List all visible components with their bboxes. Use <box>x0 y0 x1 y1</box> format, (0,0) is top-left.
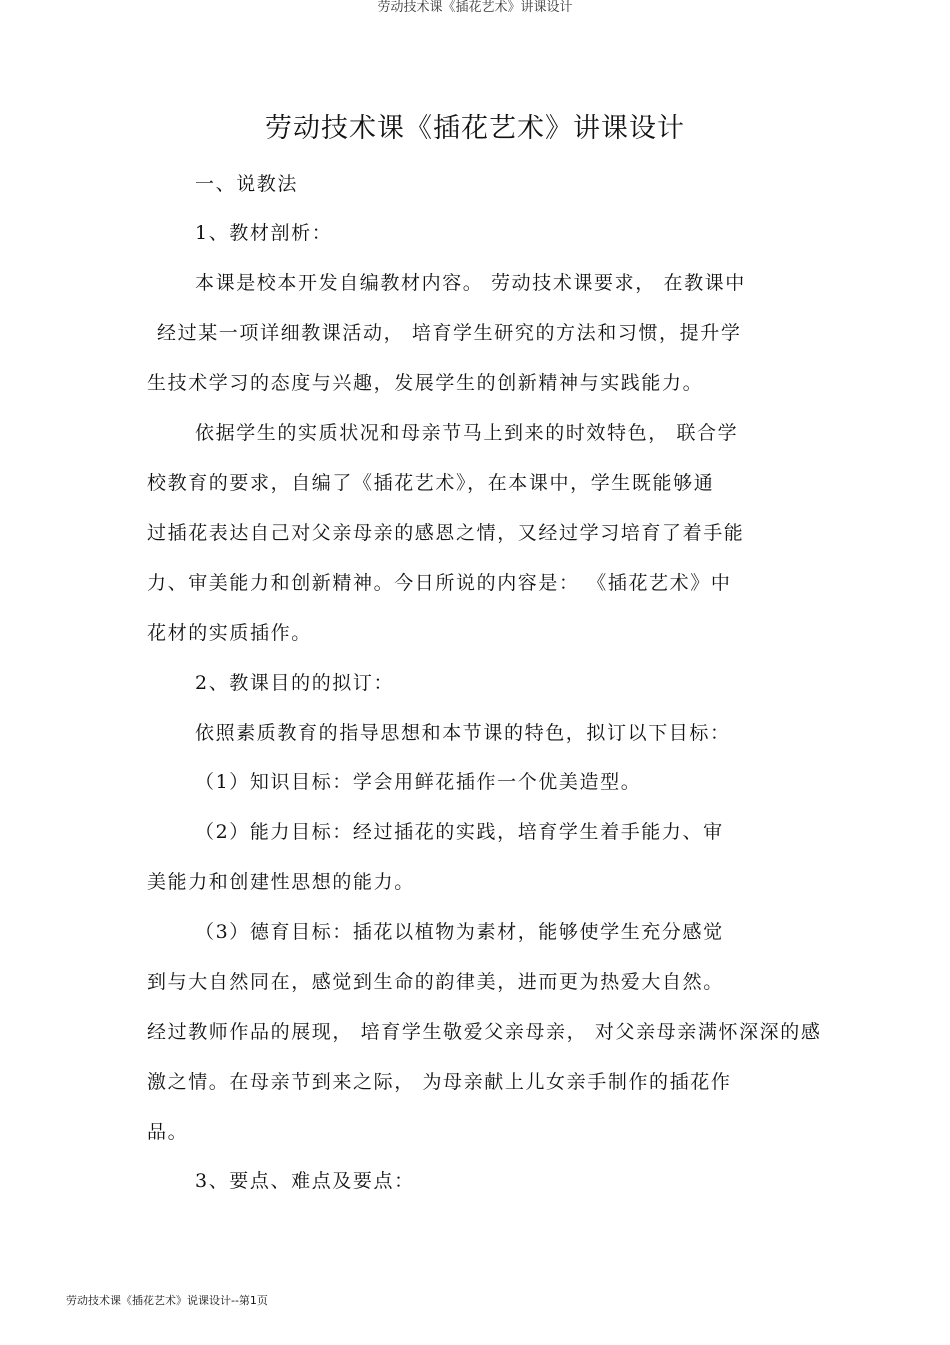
body-line: 校教育的要求，自编了《插花艺术》，在本课中，学生既能够通 <box>147 472 715 494</box>
body-line: 品。 <box>147 1121 189 1143</box>
running-footer: 劳动技术课《插花艺术》说课设计--第1页 <box>66 1294 268 1307</box>
subheading-key-points: 3、要点、难点及要点： <box>195 1170 415 1192</box>
body-line: 经过教师作品的展现， 培育学生敬爱父亲母亲， 对父亲母亲满怀深深的感 <box>147 1021 822 1043</box>
objective-ability: （2）能力目标：经过插花的实践，培育学生着手能力、审 <box>195 821 724 843</box>
body-line: 依据学生的实质状况和母亲节马上到来的时效特色， 联合学 <box>195 422 739 444</box>
body-line: 力、审美能力和创新精神。今日所说的内容是： 《插花艺术》中 <box>147 572 732 594</box>
objective-moral: （3）德育目标：插花以植物为素材，能够使学生充分感觉 <box>195 921 724 943</box>
body-line: 花材的实质插作。 <box>147 622 312 644</box>
subheading-material-analysis: 1、教材剖析： <box>195 222 333 244</box>
body-line: 过插花表达自己对父亲母亲的感恩之情，又经过学习培育了着手能 <box>147 522 745 544</box>
subheading-teaching-objectives: 2、教课目的的拟订： <box>195 672 395 694</box>
section-heading-teaching-method: 一、说教法 <box>195 173 299 195</box>
body-line: 激之情。在母亲节到来之际， 为母亲献上儿女亲手制作的插花作 <box>147 1071 732 1093</box>
body-line: 经过某一项详细教课活动， 培育学生研究的方法和习惯，提升学 <box>157 322 742 344</box>
body-line: 到与大自然同在，感觉到生命的韵律美，进而更为热爱大自然。 <box>147 971 724 993</box>
document-title: 劳动技术课《插花艺术》讲课设计 <box>265 113 685 144</box>
body-line: 生技术学习的态度与兴趣，发展学生的创新精神与实践能力。 <box>147 372 704 394</box>
objective-knowledge: （1）知识目标：学会用鲜花插作一个优美造型。 <box>195 771 642 793</box>
body-line: 美能力和创建性思想的能力。 <box>147 871 415 893</box>
running-header: 劳动技术课《插花艺术》讲课设计 <box>377 0 573 15</box>
body-line: 依照素质教育的指导思想和本节课的特色，拟订以下目标： <box>195 722 731 744</box>
body-line: 本课是校本开发自编教材内容。 劳动技术课要求， 在教课中 <box>195 272 746 294</box>
